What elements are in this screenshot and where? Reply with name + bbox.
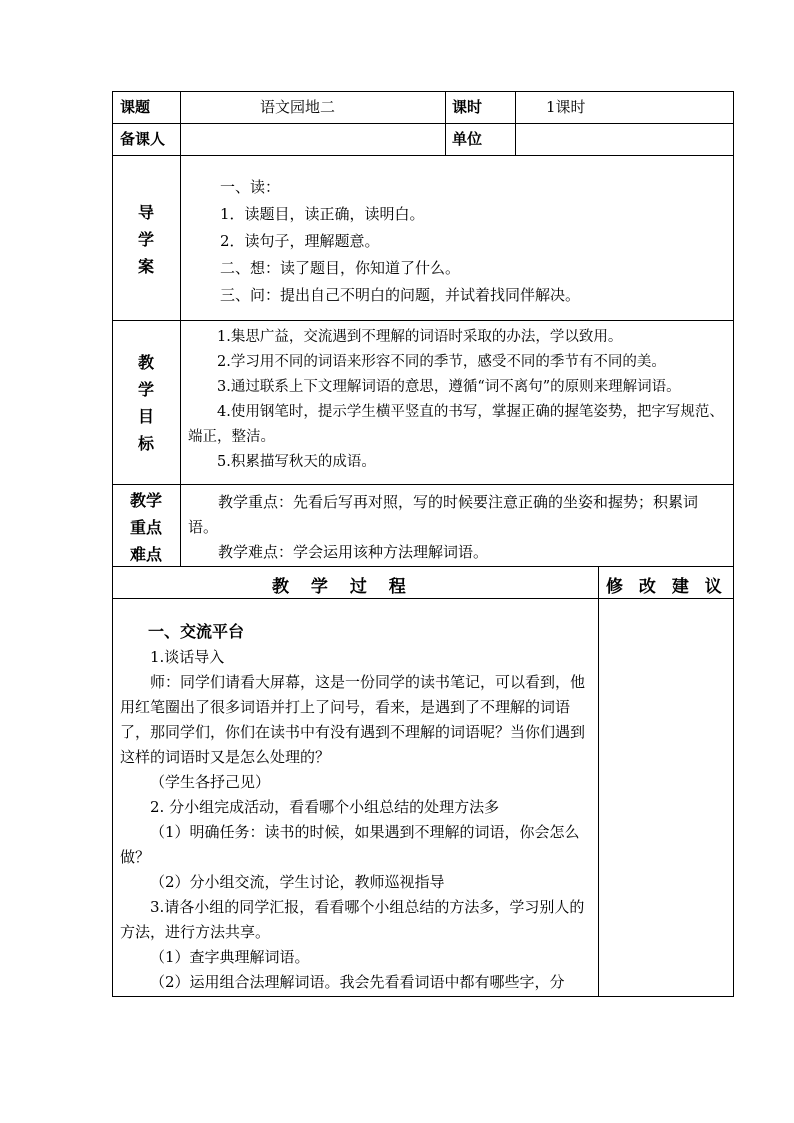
guide-label-char: 学 bbox=[137, 230, 154, 249]
row-divider bbox=[112, 484, 734, 485]
column-divider bbox=[180, 91, 181, 566]
keypoints-difficulty: 教学难点：学会运用该种方法理解词语。 bbox=[218, 543, 489, 561]
goals-label-char: 目 bbox=[137, 407, 154, 426]
keypoints-focus: 教学重点：先看后写再对照，写的时候要注意正确的坐姿和握势；积累词语。 bbox=[188, 493, 699, 536]
suggest-title: 修 改 建 议 bbox=[606, 577, 727, 597]
goal-item: 4.使用钢笔时，提示学生横平竖直的书写，掌握正确的握笔姿势，把字写规范、端正，整洁。 bbox=[188, 404, 724, 445]
process-paragraph: 师：同学们请看大屏幕，这是一份同学的读书笔记，可以看到，他用红笔圈出了很多词语并打上了问号，看来，是遇到了不理解的词语了，那同学们，你们在读书中有没有遇到不理解的词语呢？当你们遇到这样的词语时又是怎么处理的？ bbox=[120, 673, 586, 766]
keypoints-label-line: 重点 bbox=[129, 518, 162, 537]
row-divider bbox=[112, 155, 734, 156]
keypoints-text bbox=[188, 490, 726, 565]
process-paragraph: 2. 分小组完成活动，看看哪个小组总结的处理方法多 bbox=[150, 798, 500, 816]
keypoints-label bbox=[124, 487, 168, 568]
goal-item: 3.通过联系上下文理解词语的意思，遵循“词不离句”的原则来理解词语。 bbox=[217, 379, 681, 395]
guide-label bbox=[131, 199, 161, 280]
process-paragraph: （1）查字典理解词语。 bbox=[150, 948, 310, 966]
goals-label bbox=[131, 349, 161, 457]
row-divider bbox=[112, 320, 734, 321]
process-paragraph: （学生各抒己见） bbox=[150, 773, 271, 791]
period-label: 课时 bbox=[452, 98, 483, 116]
subject-value: 语文园地二 bbox=[260, 98, 336, 116]
goals-list bbox=[188, 325, 726, 475]
process-paragraph: 1.谈话导入 bbox=[150, 648, 225, 666]
goals-label-char: 教 bbox=[137, 353, 154, 372]
process-title: 教 学 过 程 bbox=[272, 577, 414, 597]
subject-label: 课题 bbox=[120, 98, 151, 116]
goal-item: 5.积累描写秋天的成语。 bbox=[217, 454, 376, 470]
process-paragraph: （1）明确任务：读书的时候，如果遇到不理解的词语，你会怎么做？ bbox=[120, 823, 580, 866]
goals-label-char: 标 bbox=[137, 434, 154, 453]
process-paragraph: （2）运用组合法理解词语。我会先看看词语中都有哪些字，分 bbox=[150, 973, 565, 991]
row-divider bbox=[112, 598, 734, 599]
guide-line: 二、想：读了题目，你知道了什么。 bbox=[220, 259, 461, 277]
guide-label-char: 导 bbox=[137, 203, 154, 222]
column-divider bbox=[598, 566, 599, 997]
keypoints-label-line: 难点 bbox=[129, 545, 162, 564]
process-body bbox=[120, 645, 594, 995]
goals-label-char: 学 bbox=[137, 380, 154, 399]
guide-line: 一、读： bbox=[220, 178, 281, 196]
row-divider bbox=[112, 566, 734, 567]
process-heading: 一、交流平台 bbox=[148, 622, 245, 641]
goal-item: 2.学习用不同的词语来形容不同的季节，感受不同的季节有不同的美。 bbox=[217, 354, 666, 370]
guide-line: 2．读句子，理解题意。 bbox=[220, 232, 380, 250]
guide-line: 三、问：提出自己不明白的问题，并试着找同伴解决。 bbox=[220, 286, 581, 304]
preparer-label: 备课人 bbox=[120, 130, 166, 148]
guide-line: 1．读题目，读正确，读明白。 bbox=[220, 205, 425, 223]
process-paragraph: 3.请各小组的同学汇报，看看哪个小组总结的方法多，学习别人的方法，进行方法共享。 bbox=[120, 898, 585, 941]
keypoints-label-line: 教学 bbox=[129, 491, 162, 510]
row-divider bbox=[112, 123, 734, 124]
guide-label-char: 案 bbox=[137, 257, 154, 276]
column-divider bbox=[445, 91, 446, 155]
period-value: 1课时 bbox=[546, 98, 586, 116]
column-divider bbox=[515, 91, 516, 155]
process-paragraph: （2）分小组交流，学生讨论，教师巡视指导 bbox=[150, 873, 445, 891]
goal-item: 1.集思广益，交流遇到不理解的词语时采取的办法，学以致用。 bbox=[217, 329, 623, 345]
unit-label: 单位 bbox=[452, 130, 483, 148]
